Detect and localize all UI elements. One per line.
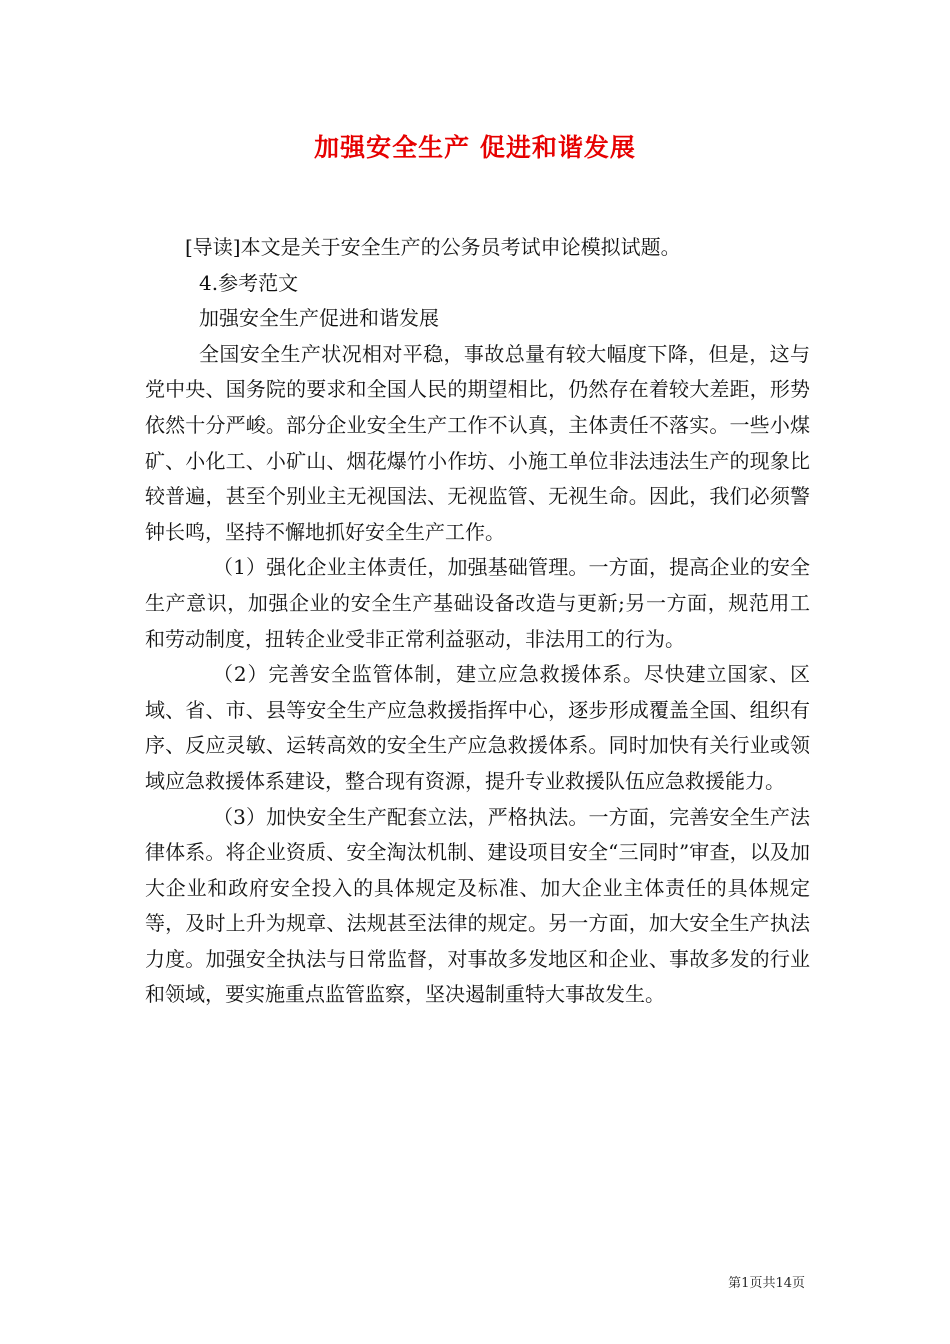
section-label: 4.参考范文 [199, 270, 299, 295]
document-body [145, 230, 810, 1013]
lead-paragraph: [导读]本文是关于安全生产的公务员考试申论模拟试题。 [185, 235, 681, 259]
essay-subtitle: 加强安全生产促进和谐发展 [199, 306, 439, 331]
body-paragraph: （2）完善安全监管体制，建立应急救援体系。尽快建立国家、区域、省、市、县等安全生产应急救援指挥中心，逐步形成覆盖全国、组织有序、反应灵敏、运转高效的安全生产应急救援体系。同时加快有关行业或领域应急救援体系建设，整合现有资源，提升专业救援队伍应急救援能力。 [145, 662, 810, 793]
page-number: 第1页共14页 [728, 1276, 805, 1291]
document-title: 加强安全生产 促进和谐发展 [314, 133, 636, 162]
body-paragraph: （3）加快安全生产配套立法，严格执法。一方面，完善安全生产法律体系。将企业资质、安全淘汰机制、建设项目安全“三同时”审查，以及加大企业和政府安全投入的具体规定及标准、加大企业主体责任的具体规定等，及时上升为规章、法规甚至法律的规定。另一方面，加大安全生产执法力度。加强安全执法与日常监督，对事故多发地区和企业、事故多发的行业和领域，要实施重点监管监察，坚决遏制重特大事故发生。 [145, 804, 810, 1007]
body-paragraph: （1）强化企业主体责任，加强基础管理。一方面，提高企业的安全生产意识，加强企业的安全生产基础设备改造与更新;另一方面，规范用工和劳动制度，扭转企业受非正常利益驱动，非法用工的行为。 [145, 555, 810, 651]
body-paragraph: 全国安全生产状况相对平稳，事故总量有较大幅度下降，但是，这与党中央、国务院的要求和全国人民的期望相比，仍然存在着较大差距，形势依然十分严峻。部分企业安全生产工作不认真，主体责任不落实。一些小煤矿、小化工、小矿山、烟花爆竹小作坊、小施工单位非法违法生产的现象比较普遍，甚至个别业主无视国法、无视监管、无视生命。因此，我们必须警钟长鸣，坚持不懈地抓好安全生产工作。 [145, 341, 810, 544]
